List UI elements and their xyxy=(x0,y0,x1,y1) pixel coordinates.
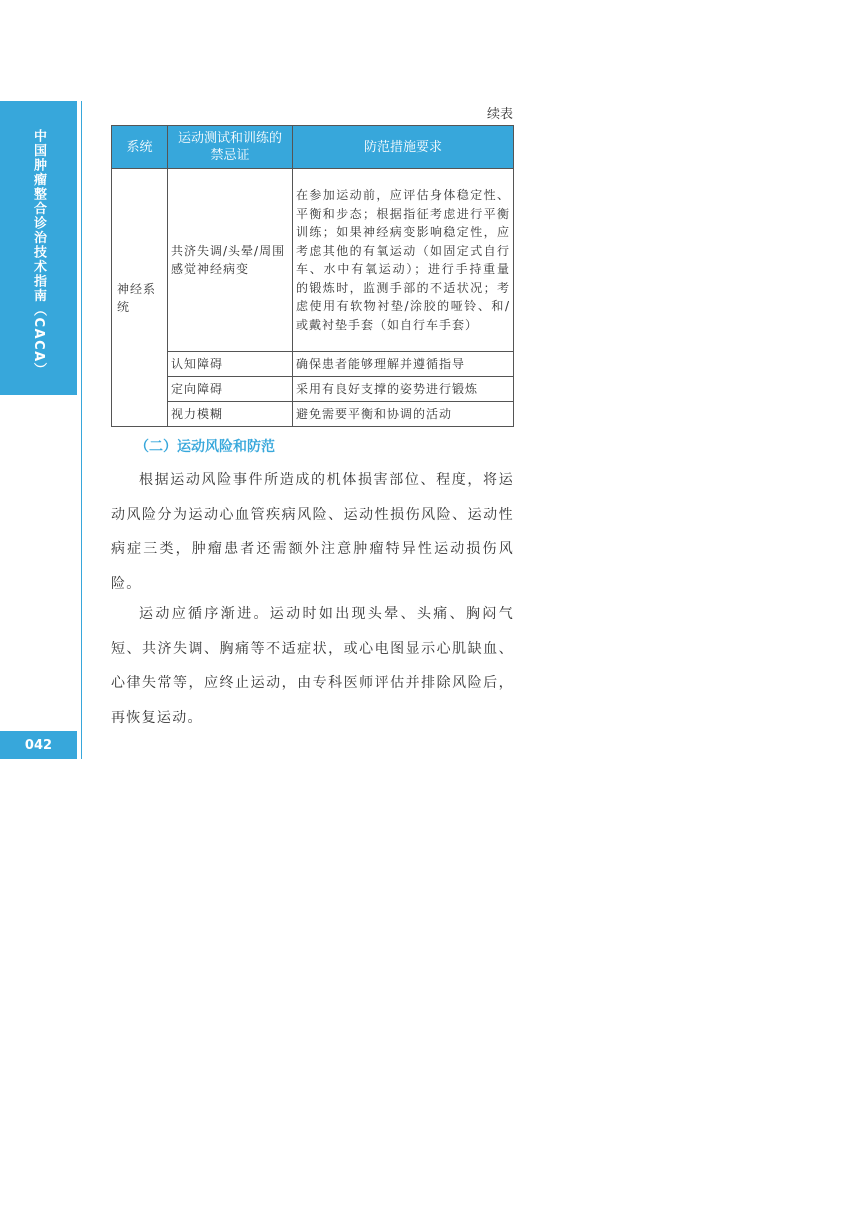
contraindication-cell: 认知障碍 xyxy=(168,352,293,377)
contraindication-cell: 共济失调/头晕/周围感觉神经病变 xyxy=(168,169,293,352)
section-heading: （二）运动风险和防范 xyxy=(135,439,275,455)
contraindication-table xyxy=(111,125,514,427)
table-row xyxy=(112,169,514,352)
system-cell: 神经系统 xyxy=(112,169,168,427)
measure-cell: 避免需要平衡和协调的活动 xyxy=(293,402,514,427)
header-contraindication: 运动测试和训练的禁忌证 xyxy=(168,126,293,169)
measure-cell: 在参加运动前，应评估身体稳定性、平衡和步态；根据指征考虑进行平衡训练；如果神经病变影响稳定性，应考虑其他的有氧运动（如固定式自行车、水中有氧运动）；进行手持重量的锻炼时，监测手部的不适状况；考虑使用有软物衬垫/涂胶的哑铃、和/或戴衬垫手套（如自行车手套） xyxy=(293,169,514,352)
sidebar-divider xyxy=(81,101,82,759)
contraindication-cell: 定向障碍 xyxy=(168,377,293,402)
table-header-row xyxy=(112,126,514,169)
body-paragraph: 运动应循序渐进。运动时如出现头晕、头痛、胸闷气短、共济失调、胸痛等不适症状，或心电图显示心肌缺血、心律失常等，应终止运动，由专科医师评估并排除风险后，再恢复运动。 xyxy=(111,606,514,726)
sidebar-book-title: 中国肿瘤整合诊治技术指南（CACA） xyxy=(31,129,46,378)
header-system: 系统 xyxy=(112,126,168,169)
sidebar-tab xyxy=(0,101,77,395)
table-row xyxy=(112,377,514,402)
body-paragraph: 根据运动风险事件所造成的机体损害部位、程度，将运动风险分为运动心血管疾病风险、运动性损伤风险、运动性病症三类，肿瘤患者还需额外注意肿瘤特异性运动损伤风险。 xyxy=(111,472,514,592)
measure-cell: 采用有良好支撑的姿势进行锻炼 xyxy=(293,377,514,402)
table-row xyxy=(112,352,514,377)
header-measure: 防范措施要求 xyxy=(293,126,514,169)
page-number: 042 xyxy=(0,731,77,759)
table-continued-label: 续表 xyxy=(486,107,513,122)
table-row xyxy=(112,402,514,427)
measure-cell: 确保患者能够理解并遵循指导 xyxy=(293,352,514,377)
contraindication-cell: 视力模糊 xyxy=(168,402,293,427)
